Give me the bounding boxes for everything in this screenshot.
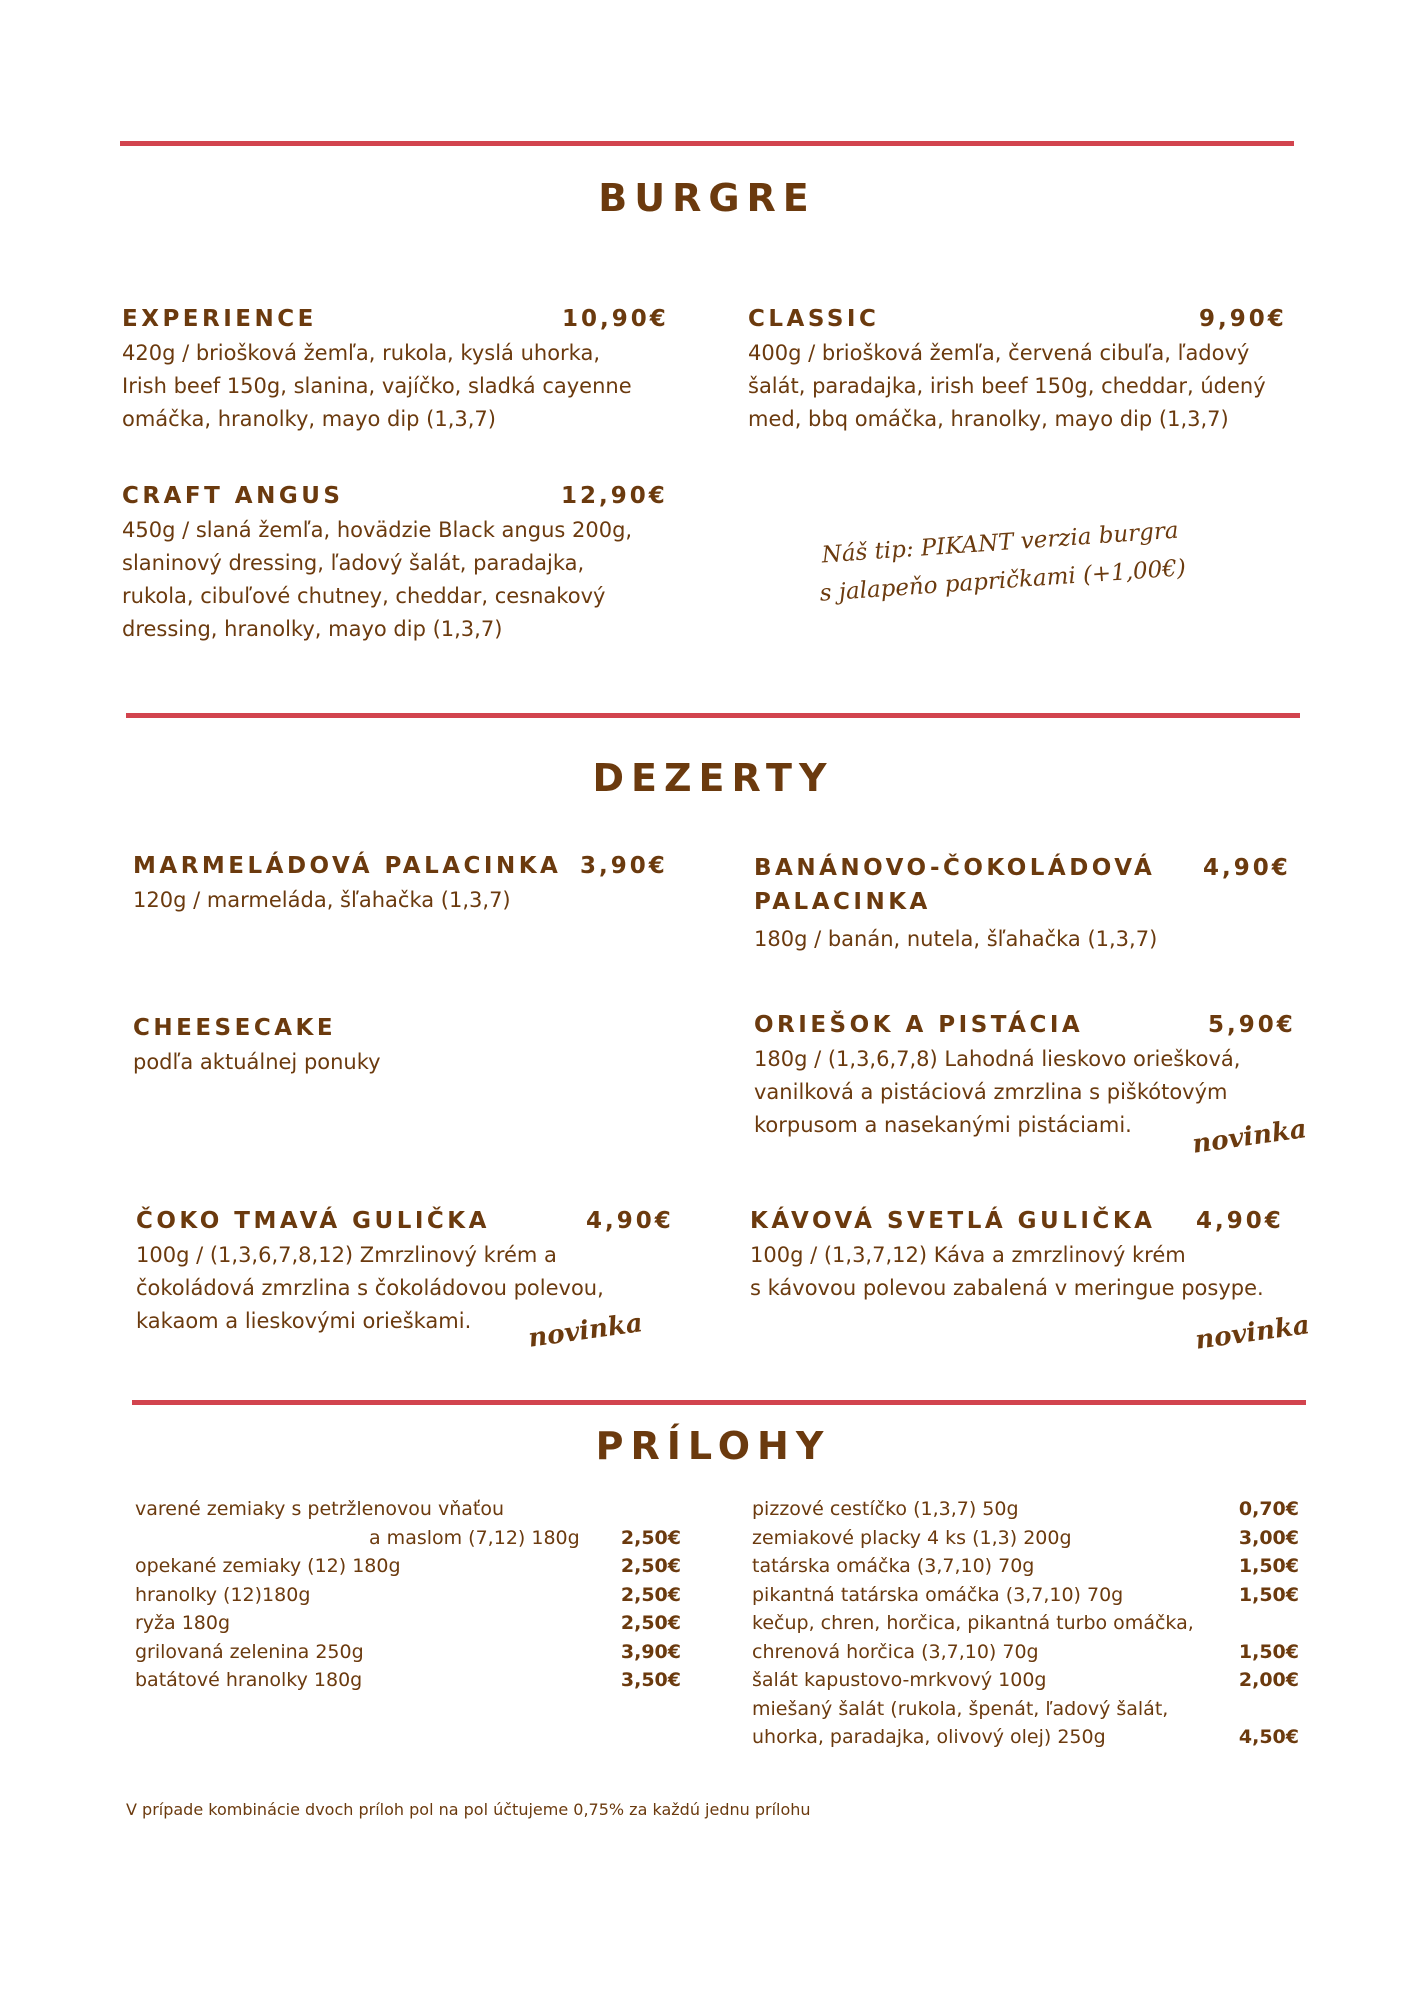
- list-item: tatárska omáčka (3,7,10) 70g 1,50€: [752, 1555, 1299, 1577]
- section-title-desserts: DEZERTY: [592, 756, 834, 800]
- footnote: V prípade kombinácie dvoch príloh pol na pol účtujeme 0,75% za každú jednu prílohu: [126, 1800, 811, 1819]
- section-title-sides: PRÍLOHY: [595, 1424, 831, 1468]
- sides-list-left: [135, 1495, 681, 1695]
- menu-item-marmeladova-palacinka: [133, 849, 673, 917]
- list-item: miešaný šalát (rukola, špenát, ľadový šalát,: [752, 1697, 1169, 1720]
- item-name: ČOKO TMAVÁ GULIČKA: [136, 1208, 490, 1234]
- new-badge: novinka: [526, 1308, 645, 1354]
- item-price: 4,90€: [586, 1208, 674, 1234]
- item-description: 420g / briošková žemľa, rukola, kyslá uhorka, Irish beef 150g, slanina, vajíčko, sladká cayenne omáčka, hranolky, mayo dip (1,3,7): [122, 341, 632, 431]
- sides-list-right: [752, 1495, 1299, 1752]
- item-price: 4,90€: [1203, 855, 1291, 881]
- list-item: opekané zemiaky (12) 180g 2,50€: [135, 1555, 681, 1577]
- list-item: ryža 180g 2,50€: [135, 1612, 681, 1634]
- list-item: hranolky (12)180g 2,50€: [135, 1583, 681, 1606]
- divider-top: [120, 141, 1294, 146]
- menu-item-kavova-svetla-gulicka: [750, 1204, 1310, 1305]
- item-price: 3,90€: [580, 853, 668, 879]
- menu-item-cheesecake: [133, 1011, 673, 1079]
- list-item: šalát kapustovo-mrkvový 100g 2,00€: [752, 1669, 1299, 1691]
- list-item: grilovaná zelenina 250g 3,90€: [135, 1640, 681, 1663]
- item-name: KÁVOVÁ SVETLÁ GULIČKA: [750, 1208, 1156, 1234]
- divider-middle: [126, 713, 1300, 718]
- divider-bottom: [132, 1400, 1306, 1405]
- list-item: chrenová horčica (3,7,10) 70g 1,50€: [752, 1640, 1299, 1663]
- tip-note: Náš tip: PIKANT verzia burgra s jalapeňo papričkami (+1,00€): [818, 517, 1187, 607]
- item-description: 100g / (1,3,6,7,8,12) Zmrzlinový krém a čokoládová zmrzlina s čokoládovou polevou, kakaom a lieskovými orieškami.: [136, 1243, 604, 1333]
- item-name: CHEESECAKE: [133, 1015, 337, 1041]
- item-price: 12,90€: [561, 483, 668, 509]
- section-title-burgers: BURGRE: [598, 176, 816, 220]
- menu-item-craft-angus: [122, 479, 682, 646]
- item-price: 10,90€: [562, 306, 669, 332]
- item-name: BANÁNOVO-ČOKOLÁDOVÁ PALACINKA: [754, 855, 1156, 915]
- item-price: 5,90€: [1208, 1012, 1296, 1038]
- menu-item-experience: [122, 302, 669, 436]
- new-badge: novinka: [1193, 1310, 1312, 1356]
- menu-item-oriesok-a-pistacia: [754, 1008, 1314, 1142]
- list-item: batátové hranolky 180g 3,50€: [135, 1669, 681, 1691]
- item-name: MARMELÁDOVÁ PALACINKA: [133, 853, 562, 879]
- item-name: ORIEŠOK A PISTÁCIA: [754, 1012, 1084, 1038]
- list-item: varené zemiaky s petržlenovou vňaťou: [135, 1498, 504, 1520]
- list-item: pizzové cestíčko (1,3,7) 50g 0,70€: [752, 1498, 1299, 1520]
- item-description: 120g / marmeláda, šľahačka (1,3,7): [133, 888, 511, 912]
- new-badge: novinka: [1190, 1114, 1309, 1160]
- menu-item-bananovo-cokoladova-palacinka: [754, 851, 1294, 956]
- list-item: uhorka, paradajka, olivový olej) 250g 4,50€: [752, 1726, 1299, 1748]
- list-item: kečup, chren, horčica, pikantná turbo omáčka,: [752, 1612, 1194, 1634]
- item-description: 180g / (1,3,6,7,8) Lahodná lieskovo oriešková, vanilková a pistáciová zmrzlina s piškótovým korpusom a nasekanými pistáciami.: [754, 1047, 1241, 1137]
- item-description: 100g / (1,3,7,12) Káva a zmrzlinový krém s kávovou polevou zabalená v meringue posype.: [750, 1243, 1264, 1300]
- item-name: EXPERIENCE: [122, 306, 317, 332]
- item-description: podľa aktuálnej ponuky: [133, 1050, 381, 1074]
- list-item: pikantná tatárska omáčka (3,7,10) 70g 1,50€: [752, 1583, 1299, 1606]
- item-name: CRAFT ANGUS: [122, 483, 344, 509]
- item-description: 180g / banán, nutela, šľahačka (1,3,7): [754, 927, 1158, 951]
- menu-item-classic: [748, 302, 1288, 436]
- item-price: 4,90€: [1196, 1208, 1284, 1234]
- list-item: a maslom (7,12) 180g 2,50€: [369, 1526, 681, 1549]
- item-price: 9,90€: [1199, 306, 1287, 332]
- item-description: 450g / slaná žemľa, hovädzie Black angus 200g, slaninový dressing, ľadový šalát, paradajka, rukola, cibuľové chutney, cheddar, cesnakový dressing, hranolky, mayo dip (1,3,7): [122, 518, 633, 641]
- list-item: zemiakové placky 4 ks (1,3) 200g 3,00€: [752, 1526, 1299, 1549]
- item-name: CLASSIC: [748, 306, 880, 332]
- item-description: 400g / briošková žemľa, červená cibuľa, ľadový šalát, paradajka, irish beef 150g, cheddar, údený med, bbq omáčka, hranolky, mayo dip (1,3,7): [748, 341, 1266, 431]
